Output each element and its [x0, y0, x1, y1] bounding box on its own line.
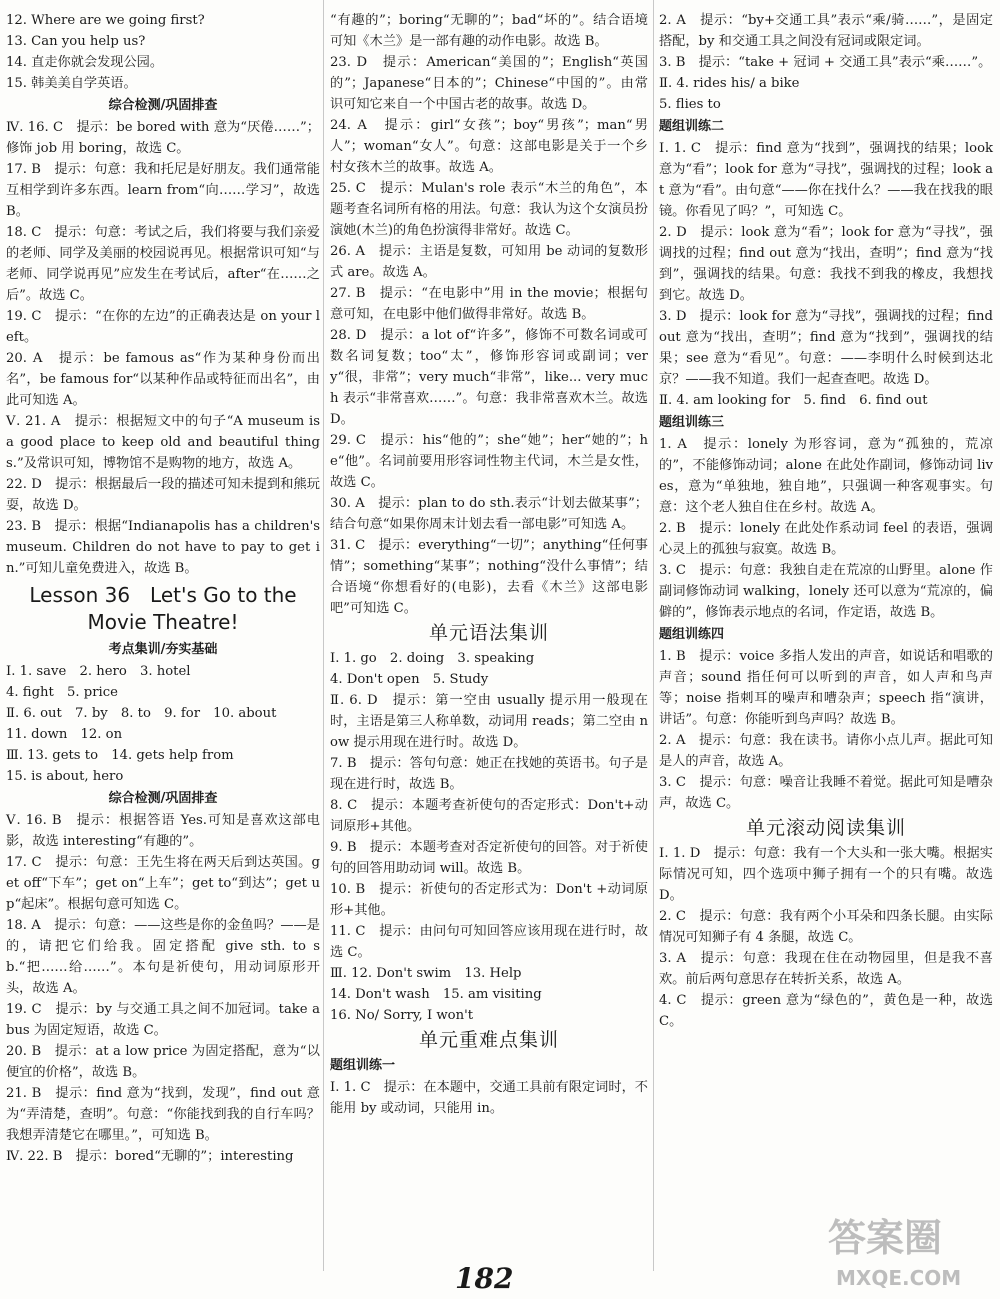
- answer-item: 4. C 提示：green 意为“绿色的”，黄色是一种，故选 C。: [659, 993, 993, 1029]
- answer-item: 7. B 提示：答句句意：她正在找她的英语书。句子是现在进行时，故选 B。: [330, 756, 648, 792]
- answer-item: 18. A 提示：句意：——这些是你的金鱼吗？——是的，请把它们给我。固定搭配 give sth. to sb.“把……给……”。本句是祈使句，用动词原形开头，故选 A。: [6, 918, 320, 996]
- answer-item: 3. D 提示：look for 意为“寻找”，强调找的过程；find out 意为“找出，查明”；find 意为“找到”，强调找的结果；see 意为“看见”。句意：——李明什么时候到达北京？——我不知道。我们一起查查吧。故选 D。: [659, 309, 993, 387]
- answer-item: 29. C 提示：his“他的”；she“她”；her“她的”；he“他”。名词前要用形容词性物主代词，木兰是女性，故选 C。: [330, 433, 648, 490]
- watermark-text: 答案圈: [828, 1216, 943, 1260]
- answer-item: 5. flies to: [659, 97, 721, 112]
- answer-item: Ⅰ. 1. C 提示：find 意为“找到”，强调找的结果；look 意为“看”；look for 意为“寻找”，强调找的过程；look at 意为“看”。由句意“——你在找什么？——我在找我的眼镜。你看见了吗？”，可知选 C。: [659, 141, 993, 219]
- answer-item: 14. Don't wash 15. am visiting: [330, 987, 542, 1002]
- answer-item: 24. A 提示：girl“女孩”；boy“男孩”；man“男人”；woman“女人”。句意：这部电影是关于一个乡村女孩木兰的故事。故选 A。: [330, 118, 648, 175]
- answer-item: 8. C 提示：本题考查祈使句的否定形式：Don't+动词原形+其他。: [330, 798, 648, 834]
- watermark-url: MXQE.COM: [836, 1266, 962, 1290]
- answer-item: 28. D 提示：a lot of“许多”，修饰不可数名词或可数名词复数；too“太”，修饰形容词或副词；very“很，非常”；very much“非常”，like... very much 表示“非常喜欢……”。句意：我非常喜欢木兰。故选 D。: [330, 328, 648, 427]
- answer-item: Ⅱ. 4. rides his/ a bike: [659, 76, 800, 91]
- answer-item: Ⅴ. 21. A 提示：根据短文中的句子“A museum is a good place to keep old and beautiful things.”及常识可知，博物馆不是购物的地方，故选 A。: [6, 414, 320, 471]
- answer-item: Ⅱ. 4. am looking for 5. find 6. find out: [659, 393, 928, 408]
- answer-item: 2. B 提示：lonely 在此处作系动词 feel 的表语，强调心灵上的孤独与寂寞。故选 B。: [659, 521, 993, 557]
- answer-column-right: [659, 10, 993, 1032]
- answer-item: 20. A 提示：be famous as“作为某种身份而出名”，be famous for“以某种作品或特征而出名”，由此可知选 A。: [6, 351, 320, 408]
- answer-column-left: [6, 10, 320, 1167]
- answer-item: Ⅰ. 1. D 提示：句意：我有一个大头和一张大嘴。根据实际情况可知，四个选项中狮子拥有一个的只有嘴。故选 D。: [659, 846, 993, 903]
- answer-item: 3. C 提示：句意：噪音让我睡不着觉。据此可知是嘈杂声，故选 C。: [659, 775, 993, 811]
- answer-item: 19. C 提示：“在你的左边”的正确表达是 on your left。: [6, 309, 320, 345]
- answer-item: 26. A 提示：主语是复数，可知用 be 动词的复数形式 are。故选 A。: [330, 244, 648, 280]
- answer-item: 23. D 提示：American“美国的”；English“英国的”；Japanese“日本的”；Chinese“中国的”。由常识可知它来自一个中国古老的故事。故选 D。: [330, 55, 648, 112]
- answer-item: 2. A 提示：句意：我在读书。请你小点儿声。据此可知是人的声音，故选 A。: [659, 733, 993, 769]
- answer-item: 3. B 提示：“take + 冠词 + 交通工具”表示“乘……”。: [659, 55, 992, 70]
- answer-item: Ⅳ. 22. B 提示：bored“无聊的”；interesting: [6, 1149, 294, 1164]
- answer-item: 2. C 提示：句意：我有两个小耳朵和四条长腿。由实际情况可知狮子有 4 条腿，故选 C。: [659, 909, 993, 945]
- answer-item: Ⅰ. 1. go 2. doing 3. speaking: [330, 651, 535, 666]
- answer-item: 21. B 提示：find 意为“找到，发现”，find out 意为“弄清楚，查明”。句意：“你能找到我的自行车吗？我想弄清楚它在哪里。”，可知选 B。: [6, 1086, 320, 1143]
- answer-item: Ⅲ. 12. Don't swim 13. Help: [330, 966, 522, 981]
- answer-item: “有趣的”；boring“无聊的”；bad“坏的”。结合语境可知《木兰》是一部有趣的动作电影。故选 B。: [330, 13, 648, 49]
- exercise-group-title: 题组训练四: [659, 627, 725, 642]
- answer-column-middle: [330, 10, 648, 1119]
- column-divider-right: [653, 0, 654, 1271]
- answer-item: 23. B 提示：根据“Indianapolis has a children's museum. Children do not have to pay to get in.”可知儿童免费进入，故选 B。: [6, 519, 320, 576]
- answer-item: 13. Can you help us?: [6, 34, 146, 49]
- answer-item: 18. C 提示：句意：考试之后，我们将要与我们亲爱的老师、同学及美丽的校园说再见。根据常识可知“与老师、同学说再见”应发生在考试后，after“在……之后”。故选 C。: [6, 225, 320, 303]
- answer-item: 16. No/ Sorry, I won't: [330, 1008, 473, 1023]
- section-heading: 考点集训/夯实基础: [108, 642, 218, 657]
- answer-item: 3. C 提示：句意：我独自走在荒凉的山野里。alone 作副词修饰动词 walking，lonely 还可以意为“荒凉的，偏僻的”，修饰表示地点的名词，作定语，故选 B。: [659, 563, 993, 620]
- answer-item: 4. fight 5. price: [6, 685, 118, 700]
- answer-item: 11. C 提示：由问句可知回答应该用现在进行时，故选 C。: [330, 924, 648, 960]
- answer-item: 4. Don't open 5. Study: [330, 672, 489, 687]
- unit-heading: 单元重难点集训: [418, 1029, 559, 1051]
- answer-item: 1. A 提示：lonely 为形容词，意为“孤独的，荒凉的”，不能修饰动词；alone 在此处作副词，修饰动词 lives，意为“单独地，独自地”，只强调一种客观事实。句意：这个老人独自住在乡村。故选 A。: [659, 437, 993, 515]
- answer-item: 9. B 提示：本题考查对否定祈使句的回答。对于祈使句的回答用助动词 will。故选 B。: [330, 840, 648, 876]
- answer-item: Ⅴ. 16. B 提示：根据答语 Yes.可知是喜欢这部电影，故选 interesting“有趣的”。: [6, 813, 320, 849]
- page-number: 182: [455, 1262, 514, 1295]
- answer-item: 25. C 提示：Mulan's role 表示“木兰的角色”，本题考查名词所有格的用法。句意：我认为这个女演员扮演她(木兰)的角色扮演得非常好。故选 C。: [330, 181, 648, 238]
- answer-item: 3. A 提示：句意：我现在住在动物园里，但是我不喜欢。前后两句意思存在转折关系，故选 A。: [659, 951, 993, 987]
- answer-item: 14. 直走你就会发现公园。: [6, 55, 164, 70]
- answer-item: 17. C 提示：句意：王先生将在两天后到达英国。get off“下车”；get on“上车”；get to“到达”；get up“起床”。根据句意可知选 C。: [6, 855, 320, 912]
- answer-item: 10. B 提示：祈使句的否定形式为：Don't +动词原形+其他。: [330, 882, 648, 918]
- answer-item: Ⅳ. 16. C 提示：be bored with 意为“厌倦……”；修饰 job 用 boring，故选 C。: [6, 120, 320, 156]
- answer-item: 17. B 提示：句意：我和托尼是好朋友。我们通常能互相学到许多东西。learn from“向……学习”，故选 B。: [6, 162, 320, 219]
- exercise-group-title: 题组训练一: [330, 1058, 396, 1073]
- answer-item: 19. C 提示：by 与交通工具之间不加冠词。take a bus 为固定短语，故选 C。: [6, 1002, 320, 1038]
- answer-item: 2. A 提示：“by+交通工具”表示“乘/骑……”，是固定搭配，by 和交通工具之间没有冠词或限定词。: [659, 13, 993, 49]
- unit-heading: 单元语法集训: [428, 622, 549, 644]
- answer-item: 15. 韩美美自学英语。: [6, 76, 137, 91]
- answer-item: 31. C 提示：everything“一切”；anything“任何事情”；something“某事”；nothing“没什么事情”；结合语境“你想看好的(电影)，去看《木兰》这部电影吧”可知选 C。: [330, 538, 648, 616]
- answer-item: 2. D 提示：look 意为“看”；look for 意为“寻找”，强调找的过程；find out 意为“找出，查明”；find 意为“找到”，强调找的结果。句意：我找不到我的橡皮，我想找到它。故选 D。: [659, 225, 993, 303]
- answer-item: 30. A 提示：plan to do sth.表示“计划去做某事”；结合句意“如果你周末计划去看一部电影”可知选 A。: [330, 496, 648, 532]
- answer-item: Ⅰ. 1. C 提示：在本题中，交通工具前有限定词时，不能用 by 或动词，只能用 in。: [330, 1080, 648, 1116]
- exercise-group-title: 题组训练二: [659, 119, 725, 134]
- answer-item: 27. B 提示：“在电影中”用 in the movie；根据句意可知，在电影中他们做得非常好。故选 B。: [330, 286, 648, 322]
- answer-item: 12. Where are we going first?: [6, 13, 205, 28]
- lesson-title: Lesson 36 Let's Go to the Movie Theatre!: [29, 583, 297, 634]
- answer-item: Ⅱ. 6. D 提示：第一空由 usually 提示用一般现在时，主语是第三人称单数，动词用 reads；第二空由 now 提示用现在进行时。故选 D。: [330, 693, 648, 750]
- answer-item: Ⅰ. 1. save 2. hero 3. hotel: [6, 664, 191, 679]
- answer-item: 20. B 提示：at a low price 为固定搭配，意为“以便宜的价格”，故选 B。: [6, 1044, 320, 1080]
- answer-item: 11. down 12. on: [6, 727, 123, 742]
- watermark-logo: [822, 1205, 990, 1293]
- unit-heading: 单元滚动阅读集训: [745, 817, 906, 839]
- section-heading: 综合检测/巩固排查: [108, 791, 218, 806]
- exercise-group-title: 题组训练三: [659, 415, 725, 430]
- answer-item: Ⅱ. 6. out 7. by 8. to 9. for 10. about: [6, 706, 277, 721]
- column-divider-left: [323, 0, 324, 1271]
- answer-item: 15. is about, hero: [6, 769, 124, 784]
- answer-item: Ⅲ. 13. gets to 14. gets help from: [6, 748, 234, 763]
- answer-item: 22. D 提示：根据最后一段的描述可知未提到和熊玩耍，故选 D。: [6, 477, 320, 513]
- section-heading: 综合检测/巩固排查: [108, 98, 218, 113]
- answer-item: 1. B 提示：voice 多指人发出的声音，如说话和唱歌的声音；sound 指任何可以听到的声音，如人声和鸟声等；noise 指刺耳的噪声和嘈杂声；speech 指“演讲，讲话”。句意：你能听到鸟声吗？故选 B。: [659, 649, 993, 727]
